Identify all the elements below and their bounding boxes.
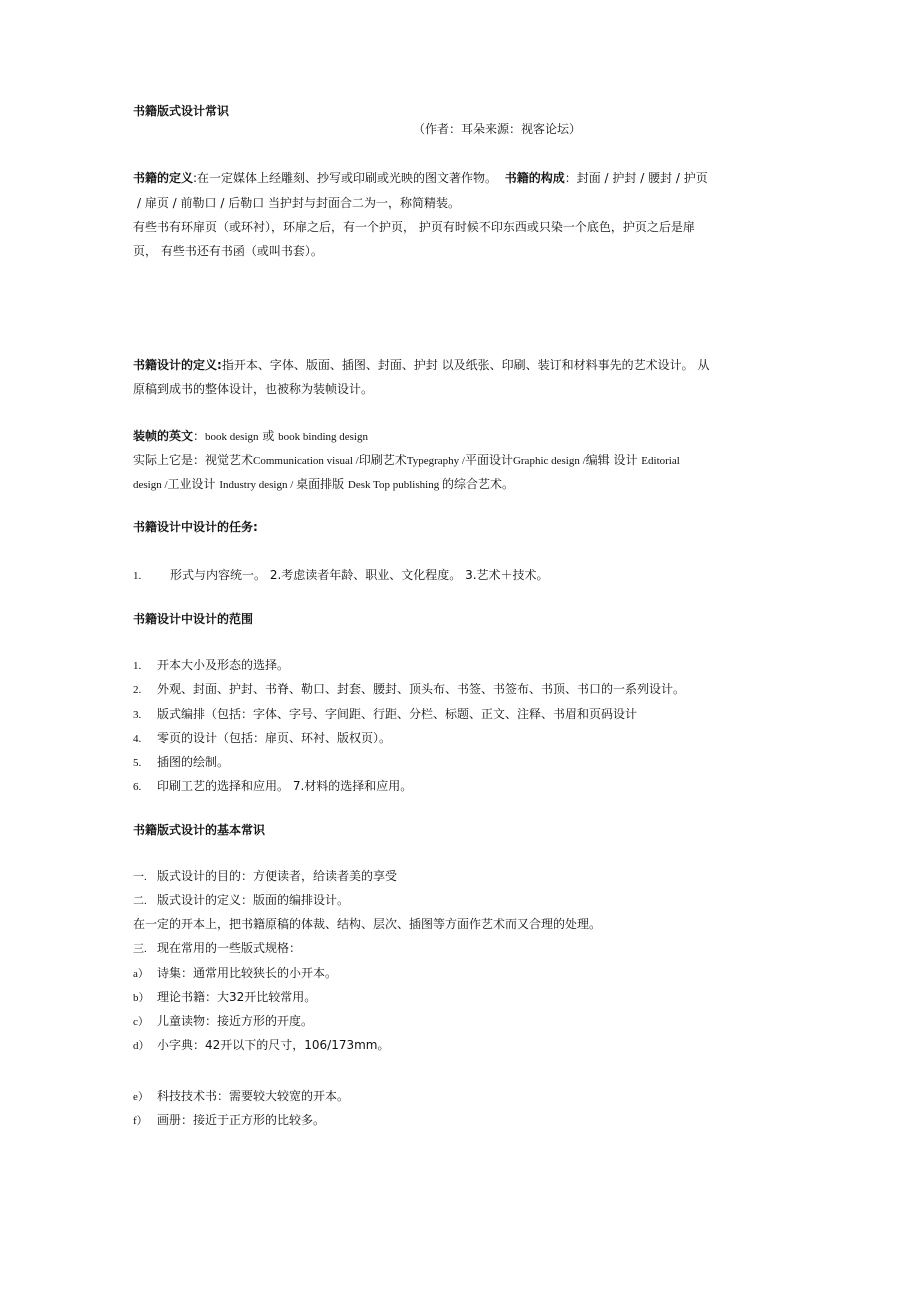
paragraph-english-line2: [133, 452, 680, 469]
book-composition-label: 书籍的构成: [504, 171, 565, 185]
list-number: 二.: [133, 895, 147, 907]
english-label: 装帧的英文: [133, 429, 194, 443]
list-text: 外观、封面、护封、书脊、勒口、封套、腰封、顶头布、书签、书签布、书顶、书口的一系列设计。: [157, 682, 686, 696]
paragraph-book-definition-line3: 有些书有环扉页（或环衬），环扉之后，有一个护页， 护页有时候不印东西或只染一个底色，护页之后是扉: [133, 220, 695, 234]
list-number: f）: [133, 1115, 148, 1127]
list-item: [133, 1112, 325, 1129]
list-number: 1.: [133, 570, 142, 582]
text-segment: design /: [133, 479, 168, 491]
list-number: 5.: [133, 757, 142, 769]
list-text: 理论书籍：大32开比较常用。: [157, 990, 317, 1004]
list-text: 现在常用的一些版式规格：: [157, 941, 302, 955]
list-text: 零页的设计（包括：扉页、环衬、版权页）。: [157, 731, 392, 745]
paragraph-design-definition-line2: 原稿到成书的整体设计，也被称为装帧设计。: [133, 382, 374, 396]
text-segment: Graphic design /: [512, 455, 586, 467]
list-number: 1.: [133, 660, 142, 672]
text-segment: 的综合艺术。: [441, 477, 514, 491]
list-item: [133, 940, 301, 957]
list-item: [133, 681, 685, 698]
list-text: 版式设计的定义：版面的编排设计。: [157, 893, 350, 907]
list-text: 小字典：42开以下的尺寸，106/173mm。: [157, 1038, 390, 1052]
list-number: 6.: [133, 781, 142, 793]
paragraph-book-definition-line1: [133, 170, 708, 186]
book-definition-text: :在一定媒体上经雕刻、抄写或印刷或光映的图文著作物。: [193, 171, 498, 185]
text-segment: 编辑 设计: [585, 453, 642, 467]
list-text: 科技技术书：需要较大较宽的开本。: [157, 1089, 350, 1103]
paragraph-design-definition-line1: [133, 357, 709, 373]
list-text: 插图的绘制。: [157, 755, 230, 769]
list-number: 4.: [133, 733, 142, 745]
text-segment: Desk Top publishing: [347, 479, 442, 491]
paragraph-english-line3: [133, 476, 514, 493]
list-text: 诗集：通常用比较狭长的小开本。: [157, 966, 338, 980]
paragraph: 在一定的开本上，把书籍原稿的体裁、结构、层次、插图等方面作艺术而又合理的处理。: [133, 917, 602, 931]
list-item: [133, 989, 316, 1006]
list-number: a）: [133, 968, 149, 980]
text-segment: 工业设计: [167, 477, 220, 491]
list-number: e）: [133, 1091, 149, 1103]
paragraph-english-line1: [133, 428, 368, 445]
list-number: d）: [133, 1040, 150, 1052]
list-number: c）: [133, 1016, 149, 1028]
list-number: 3.: [133, 709, 142, 721]
design-definition-text: 指开本、字体、版面、插图、封面、护封 以及纸张、印刷、装订和材料事先的艺术设计。 从: [221, 358, 710, 372]
list-item: [133, 1088, 349, 1105]
english-term-1: book design: [205, 431, 259, 443]
list-item: [133, 965, 337, 982]
basics-heading: 书籍版式设计的基本常识: [133, 823, 266, 837]
list-item: [133, 1037, 390, 1054]
list-text: 儿童读物：接近方形的开度。: [157, 1014, 314, 1028]
text-segment: Industry design /: [219, 479, 297, 491]
text-segment: 桌面排版: [296, 477, 348, 491]
paragraph-book-definition-line4: 页， 有些书还有书函（或叫书套）。: [133, 244, 323, 258]
text-segment: Typegraphy /: [406, 455, 465, 467]
text-segment: 印刷艺术: [358, 453, 407, 467]
text-segment: 实际上它是：视觉艺术: [133, 453, 254, 467]
book-composition-text: ：封面 / 护封 / 腰封 / 护页: [564, 171, 708, 185]
book-definition-label: 书籍的定义: [133, 171, 194, 185]
list-item: [133, 778, 412, 795]
list-item: [133, 868, 397, 885]
tasks-list-item: [133, 567, 549, 584]
list-text: 画册：接近于正方形的比较多。: [157, 1113, 326, 1127]
byline: （作者：耳朵来源：视客论坛）: [413, 122, 582, 136]
scope-heading: 书籍设计中设计的范围: [133, 612, 254, 626]
list-item: [133, 892, 349, 909]
text-segment: Communication visual /: [253, 455, 359, 467]
list-number: 三.: [133, 943, 147, 955]
list-item: [133, 1013, 313, 1030]
english-term-2: book binding design: [278, 431, 368, 443]
list-text: 开本大小及形态的选择。: [157, 658, 290, 672]
list-item: [133, 706, 637, 723]
text-segment: 平面设计: [464, 453, 513, 467]
list-item: [133, 657, 289, 674]
english-colon: ：: [193, 429, 206, 443]
list-text: 印刷工艺的选择和应用。 7.材料的选择和应用。: [157, 779, 413, 793]
list-text: 版式设计的目的：方便读者，给读者美的享受: [157, 869, 398, 883]
list-number: 一.: [133, 871, 147, 883]
text-segment: Editorial: [641, 455, 680, 467]
list-text: 版式编排（包括：字体、字号、字间距、行距、分栏、标题、正文、注释、书眉和页码设计: [157, 707, 638, 721]
list-number: 2.: [133, 684, 142, 696]
list-text: 形式与内容统一。 2.考虑读者年龄、职业、文化程度。 3.艺术＋技术。: [170, 568, 549, 582]
page-title: 书籍版式设计常识: [133, 104, 230, 118]
list-number: b）: [133, 992, 150, 1004]
english-or: 或: [258, 429, 279, 443]
design-definition-label: 书籍设计的定义:: [133, 358, 222, 372]
list-item: [133, 730, 391, 747]
list-item: [133, 754, 229, 771]
tasks-heading: 书籍设计中设计的任务:: [133, 520, 258, 534]
paragraph-book-definition-line2: / 扉页 / 前勒口 / 后勒口 当护封与封面合二为一，称简精装。: [137, 196, 461, 210]
